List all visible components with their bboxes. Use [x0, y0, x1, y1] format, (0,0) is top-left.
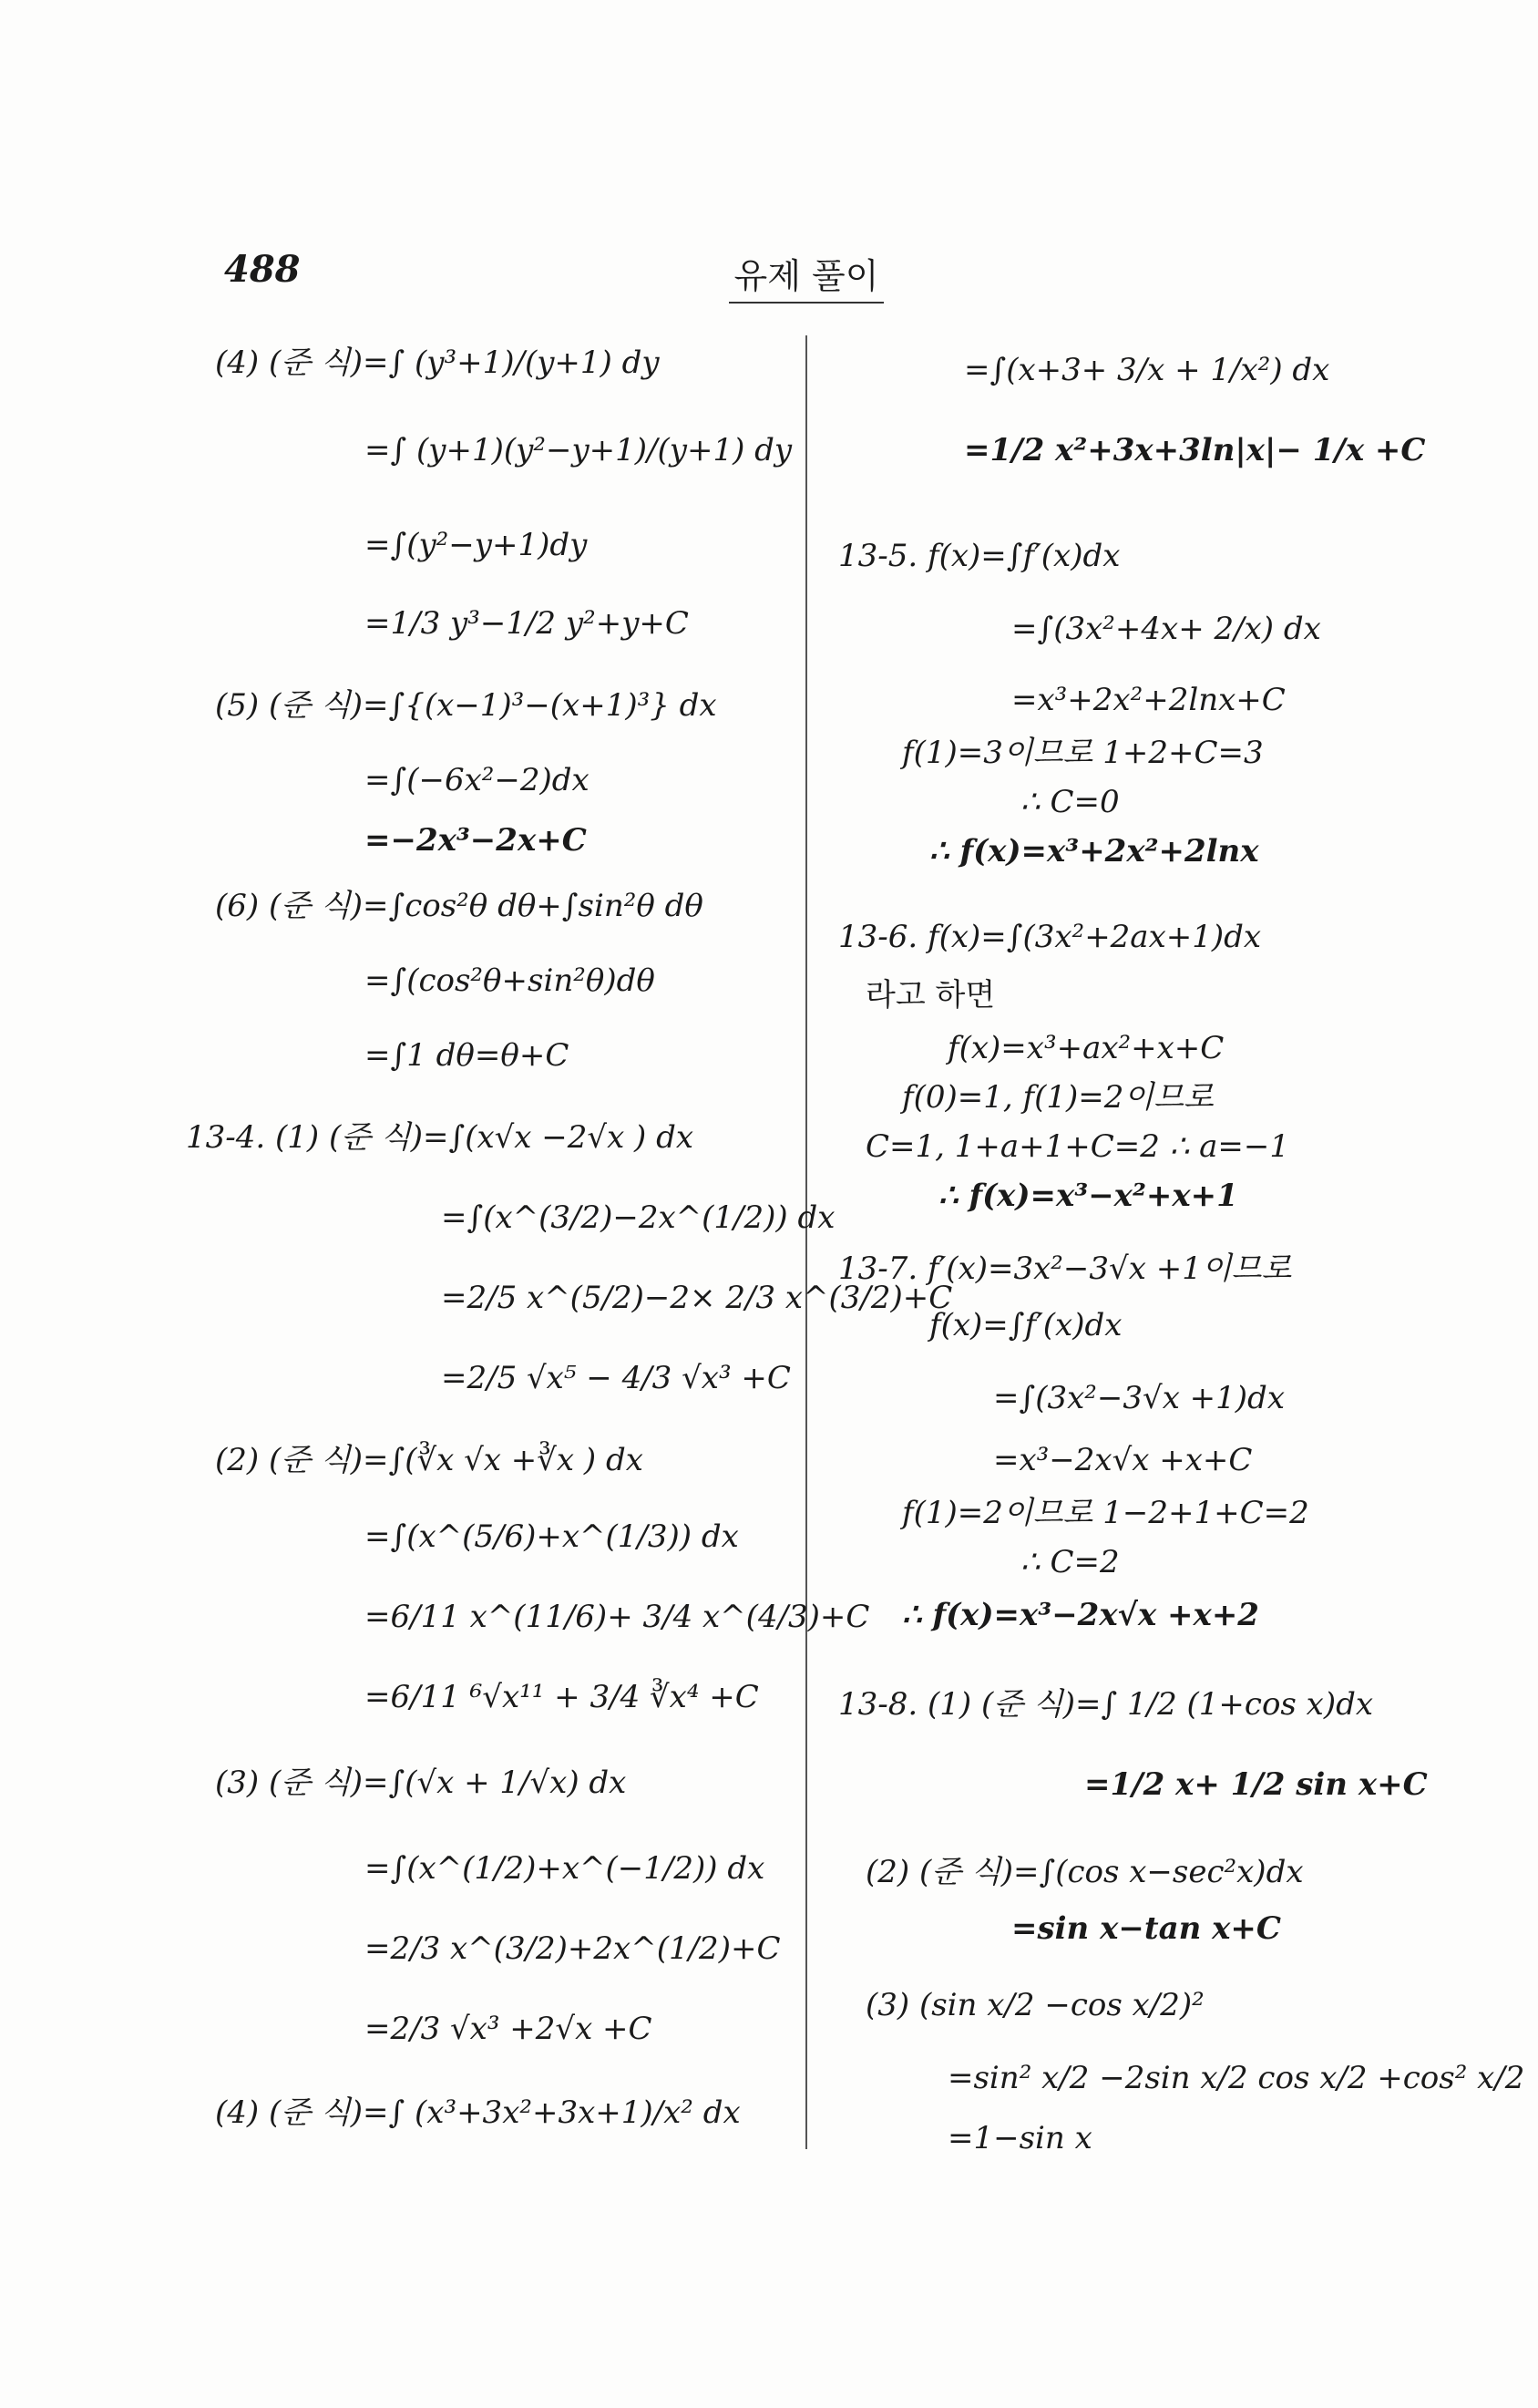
right-line-27: =sin² x/2 −2sin x/2 cos x/2 +cos² x/2 [948, 2060, 1525, 2096]
left-line-7: =−2x³−2x+C [364, 822, 587, 859]
left-line-3: =∫(y²−y+1)dy [364, 527, 588, 563]
right-line-3: 13-5. f(x)=∫f′(x)dx [838, 538, 1121, 574]
right-line-13: C=1, 1+a+1+C=2 ∴ a=−1 [866, 1128, 1290, 1165]
right-line-24: (2) (준 식)=∫(cos x−sec²x)dx [866, 1854, 1304, 1890]
right-line-8: ∴ f(x)=x³+2x²+2lnx [929, 833, 1259, 870]
right-line-25: =sin x−tan x+C [1011, 1910, 1281, 1947]
right-line-17: =∫(3x²−3√x +1)dx [993, 1380, 1285, 1416]
left-line-21: =2/3 x^(3/2)+2x^(1/2)+C [364, 1930, 781, 1967]
left-line-23: (4) (준 식)=∫ (x³+3x²+3x+1)/x² dx [215, 2094, 741, 2131]
page-number: 488 [224, 248, 301, 291]
right-line-16: f(x)=∫f′(x)dx [929, 1307, 1123, 1343]
column-divider [805, 335, 807, 2149]
right-line-5: =x³+2x²+2lnx+C [1011, 682, 1286, 718]
right-line-4: =∫(3x²+4x+ 2/x) dx [1011, 611, 1321, 647]
left-line-19: (3) (준 식)=∫(√x + 1/√x) dx [215, 1765, 627, 1801]
right-line-26: (3) (sin x/2 −cos x/2)² [866, 1987, 1205, 2023]
left-line-11: 13-4. (1) (준 식)=∫(x√x −2√x ) dx [186, 1119, 694, 1156]
right-line-21: ∴ f(x)=x³−2x√x +x+2 [902, 1597, 1259, 1633]
right-line-28: =1−sin x [948, 2120, 1092, 2156]
page-header-title: 유제 풀이 [729, 248, 884, 304]
right-line-2: =1/2 x²+3x+3ln|x|− 1/x +C [964, 432, 1426, 468]
left-line-13: =2/5 x^(5/2)−2× 2/3 x^(3/2)+C [441, 1280, 953, 1316]
right-line-9: 13-6. f(x)=∫(3x²+2ax+1)dx [838, 919, 1262, 955]
right-line-7: ∴ C=0 [1020, 784, 1120, 820]
right-line-10: 라고 하면 [866, 977, 996, 1014]
right-line-15: 13-7. f′(x)=3x²−3√x +1이므로 [838, 1250, 1292, 1287]
right-line-1: =∫(x+3+ 3/x + 1/x²) dx [964, 352, 1330, 388]
right-line-18: =x³−2x√x +x+C [993, 1442, 1253, 1478]
left-line-10: =∫1 dθ=θ+C [364, 1037, 569, 1074]
left-line-5: (5) (준 식)=∫{(x−1)³−(x+1)³} dx [215, 687, 717, 724]
left-line-16: =∫(x^(5/6)+x^(1/3)) dx [364, 1518, 739, 1555]
left-line-15: (2) (준 식)=∫(∛x √x +∛x ) dx [215, 1442, 643, 1478]
left-line-9: =∫(cos²θ+sin²θ)dθ [364, 962, 655, 999]
left-line-6: =∫(−6x²−2)dx [364, 762, 590, 798]
left-line-18: =6/11 ⁶√x¹¹ + 3/4 ∛x⁴ +C [364, 1679, 759, 1715]
right-line-6: f(1)=3이므로 1+2+C=3 [902, 735, 1264, 771]
right-line-20: ∴ C=2 [1020, 1544, 1120, 1580]
left-line-22: =2/3 √x³ +2√x +C [364, 2011, 652, 2047]
left-line-4: =1/3 y³−1/2 y²+y+C [364, 605, 689, 642]
right-line-19: f(1)=2이므로 1−2+1+C=2 [902, 1495, 1309, 1531]
left-line-1: (4) (준 식)=∫ (y³+1)/(y+1) dy [215, 345, 660, 381]
right-line-12: f(0)=1, f(1)=2이므로 [902, 1079, 1214, 1116]
right-line-22: 13-8. (1) (준 식)=∫ 1/2 (1+cos x)dx [838, 1686, 1374, 1723]
right-line-11: f(x)=x³+ax²+x+C [948, 1030, 1225, 1066]
left-line-2: =∫ (y+1)(y²−y+1)/(y+1) dy [364, 432, 793, 468]
left-line-8: (6) (준 식)=∫cos²θ dθ+∫sin²θ dθ [215, 888, 703, 924]
left-line-17: =6/11 x^(11/6)+ 3/4 x^(4/3)+C [364, 1599, 870, 1635]
left-line-12: =∫(x^(3/2)−2x^(1/2)) dx [441, 1199, 836, 1236]
right-line-14: ∴ f(x)=x³−x²+x+1 [938, 1178, 1238, 1214]
left-line-20: =∫(x^(1/2)+x^(−1/2)) dx [364, 1850, 765, 1887]
right-line-23: =1/2 x+ 1/2 sin x+C [1084, 1766, 1428, 1803]
left-line-14: =2/5 √x⁵ − 4/3 √x³ +C [441, 1360, 791, 1396]
